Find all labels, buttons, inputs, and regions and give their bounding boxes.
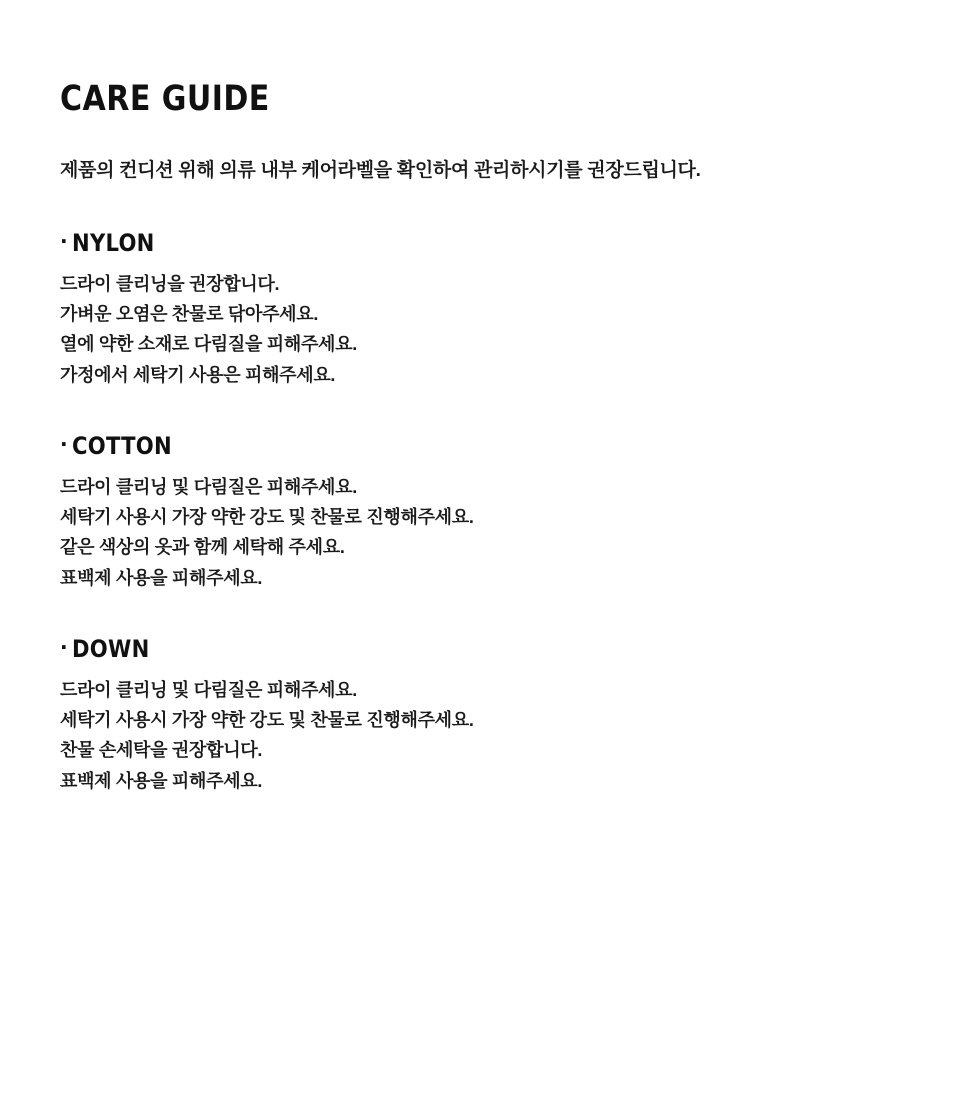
- bullet-icon: ·: [60, 229, 68, 253]
- bullet-icon: ·: [60, 634, 68, 659]
- section-heading-nylon: [60, 229, 900, 257]
- care-line: 찬물 손세탁을 권장합니다.: [60, 740, 263, 761]
- care-line: 드라이 클리닝 및 다림질은 피해주세요.: [60, 476, 357, 497]
- section-heading-down: [60, 635, 900, 663]
- bullet-icon: ·: [60, 431, 68, 456]
- care-line: 드라이 클리닝 및 다림질은 피해주세요.: [60, 679, 357, 700]
- care-line: 세탁기 사용시 가장 약한 강도 및 찬물로 진행해주세요.: [60, 507, 474, 528]
- care-section-nylon: [60, 229, 900, 390]
- care-section-cotton: [60, 432, 900, 593]
- section-heading-label: DOWN: [71, 634, 150, 663]
- care-line: 같은 색상의 옷과 함께 세탁해 주세요.: [60, 537, 345, 558]
- care-line: 세탁기 사용시 가장 약한 강도 및 찬물로 진행해주세요.: [60, 710, 474, 731]
- care-line: 열에 약한 소재로 다림질을 피해주세요.: [60, 334, 357, 355]
- section-heading-label: COTTON: [71, 431, 172, 460]
- section-heading-label: NYLON: [71, 229, 155, 257]
- care-line: 가벼운 오염은 찬물로 닦아주세요.: [60, 304, 319, 325]
- care-section-down: [60, 635, 900, 796]
- intro-text: 제품의 컨디션 위해 의류 내부 케어라벨을 확인하여 관리하시기를 권장드립니다.: [60, 159, 701, 181]
- page-title: CARE GUIDE: [60, 79, 270, 119]
- section-heading-cotton: [60, 432, 900, 460]
- care-line: 표백제 사용을 피해주세요.: [60, 567, 263, 588]
- care-line: 표백제 사용을 피해주세요.: [60, 770, 263, 791]
- care-line: 가정에서 세탁기 사용은 피해주세요.: [60, 364, 336, 385]
- care-line: 드라이 클리닝을 권장합니다.: [60, 274, 280, 294]
